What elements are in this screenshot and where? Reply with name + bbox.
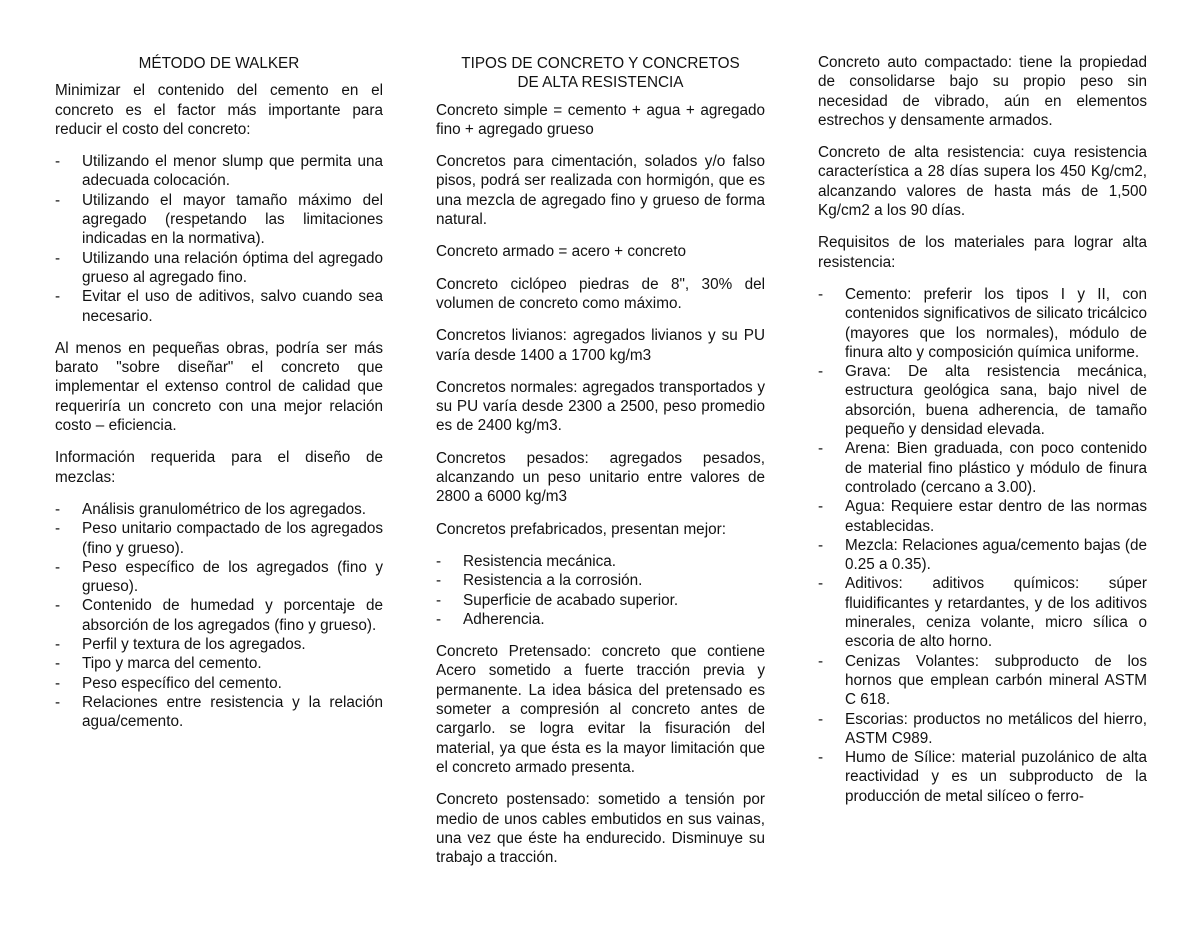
list-item: - Resistencia a la corrosión. <box>436 571 765 590</box>
walker-intro-paragraph: Minimizar el contenido del cemento en el concreto es el factor más importante para reducir el costo del concreto: <box>55 82 383 138</box>
list-item: - Mezcla: Relaciones agua/cemento bajas (de 0.25 a 0.35). <box>818 536 1147 575</box>
mix-design-info-paragraph: Información requerida para el diseño de mezclas: <box>55 449 383 486</box>
list-item: - Perfil y textura de los agregados. <box>55 635 383 654</box>
column-high-strength <box>818 53 1147 819</box>
title-line-2: DE ALTA RESISTENCIA <box>517 74 684 92</box>
title-line-1: TIPOS DE CONCRETO Y CONCRETOS <box>461 55 740 72</box>
list-item: - Resistencia mecánica. <box>436 552 765 571</box>
cement-minimization-list <box>55 152 383 326</box>
list-item: - Utilizando el menor slump que permita una adecuada colocación. <box>55 152 383 191</box>
list-item: - Arena: Bien graduada, con poco contenido de material fino plástico y módulo de finura controlado (cercano a 3.00). <box>818 439 1147 497</box>
precast-concrete-paragraph: Concretos prefabricados, presentan mejor: <box>436 520 726 538</box>
cyclopean-concrete-paragraph: Concreto ciclópeo piedras de 8", 30% del volumen de concreto como máximo. <box>436 275 765 312</box>
list-item: - Peso específico de los agregados (fino y grueso). <box>55 558 383 597</box>
reinforced-concrete-paragraph: Concreto armado = acero + concreto <box>436 243 686 261</box>
list-item: - Relaciones entre resistencia y la relación agua/cemento. <box>55 693 383 732</box>
list-item: - Utilizando una relación óptima del agregado grueso al agregado fino. <box>55 249 383 288</box>
list-item: - Grava: De alta resistencia mecánica, estructura geológica sana, bajo nivel de absorción, buena adherencia, de tamaño pequeño y densidad elevada. <box>818 362 1147 439</box>
list-item: - Adherencia. <box>436 610 765 629</box>
heavy-concrete-paragraph: Concretos pesados: agregados pesados, alcanzando un peso unitario entre valores de 2800 a 6000 kg/m3 <box>436 449 765 506</box>
list-item: - Agua: Requiere estar dentro de las normas establecidas. <box>818 497 1147 536</box>
lightweight-concrete-paragraph: Concretos livianos: agregados livianos y su PU varía desde 1400 a 1700 kg/m3 <box>436 327 765 364</box>
list-item: - Análisis granulométrico de los agregados. <box>55 500 383 519</box>
list-item: - Cemento: preferir los tipos I y II, con contenidos significativos de silicato tricálcico (mayores que los normales), módulo de finura alto y composición química uniforme. <box>818 285 1147 362</box>
list-item: - Peso específico del cemento. <box>55 674 383 693</box>
concrete-types-title <box>436 54 765 93</box>
list-item: - Escorias: productos no metálicos del hierro, ASTM C989. <box>818 710 1147 749</box>
precast-advantages-list <box>436 552 765 629</box>
list-item: - Superficie de acabado superior. <box>436 591 765 610</box>
material-requirements-list <box>818 285 1147 806</box>
list-item: - Contenido de humedad y porcentaje de absorción de los agregados (fino y grueso). <box>55 596 383 635</box>
small-works-paragraph: Al menos en pequeñas obras, podría ser más barato "sobre diseñar" el concreto que implementar el extenso control de calidad que requeriría un concreto con una mejor relación costo – eficiencia. <box>55 339 383 435</box>
list-item: - Humo de Sílice: material puzolánico de alta reactividad y es un subproducto de la producción de metal silíceo o ferro- <box>818 748 1147 806</box>
normal-concrete-paragraph: Concretos normales: agregados transportados y su PU varía desde 2300 a 2500, peso promedio es de 2400 kg/m3. <box>436 378 765 435</box>
list-item: - Peso unitario compactado de los agregados (fino y grueso). <box>55 519 383 558</box>
list-item: - Evitar el uso de aditivos, salvo cuando sea necesario. <box>55 287 383 326</box>
list-item: - Tipo y marca del cemento. <box>55 654 383 673</box>
post-tensioned-concrete-paragraph: Concreto postensado: sometido a tensión por medio de unos cables embutidos en sus vainas, una vez que éste ha endurecido. Disminuye su trabajo a tracción. <box>436 791 765 867</box>
simple-concrete-paragraph: Concreto simple = cemento + agua + agregado fino + agregado grueso <box>436 101 765 138</box>
foundation-concrete-paragraph: Concretos para cimentación, solados y/o falso pisos, podrá ser realizada con hormigón, que es una mezcla de agregado fino y grueso de forma natural. <box>436 153 765 229</box>
column-walker-method <box>55 54 383 745</box>
list-item: - Utilizando el mayor tamaño máximo del agregado (respetando las limitaciones indicadas en la normativa). <box>55 191 383 249</box>
high-strength-paragraph: Concreto de alta resistencia: cuya resistencia característica a 28 días supera los 450 Kg/cm2, alcanzando valores de hasta más de 1,500 Kg/cm2 a los 90 días. <box>818 144 1147 220</box>
column-concrete-types <box>436 54 765 880</box>
material-requirements-paragraph: Requisitos de los materiales para lograr alta resistencia: <box>818 234 1147 271</box>
walker-method-title: MÉTODO DE WALKER <box>138 55 300 72</box>
mix-design-info-list <box>55 500 383 732</box>
prestressed-concrete-paragraph: Concreto Pretensado: concreto que contiene Acero sometido a fuerte tracción previa y permanente. La idea básica del pretensado es someter a compresión al concreto antes de cargarlo. se logra evitar la fisuración del material, ya que ésta es la mayor limitación que el concreto armado presenta. <box>436 643 765 776</box>
self-compacting-paragraph: Concreto auto compactado: tiene la propiedad de consolidarse bajo su propio peso sin necesidad de vibrado, aún en elementos estrechos y densamente armados. <box>818 54 1147 129</box>
list-item: - Aditivos: aditivos químicos: súper fluidificantes y retardantes, y de los aditivos minerales, ceniza volante, micro sílica o escoria de alto horno. <box>818 574 1147 651</box>
list-item: - Cenizas Volantes: subproducto de los hornos que emplean carbón mineral ASTM C 618. <box>818 652 1147 710</box>
